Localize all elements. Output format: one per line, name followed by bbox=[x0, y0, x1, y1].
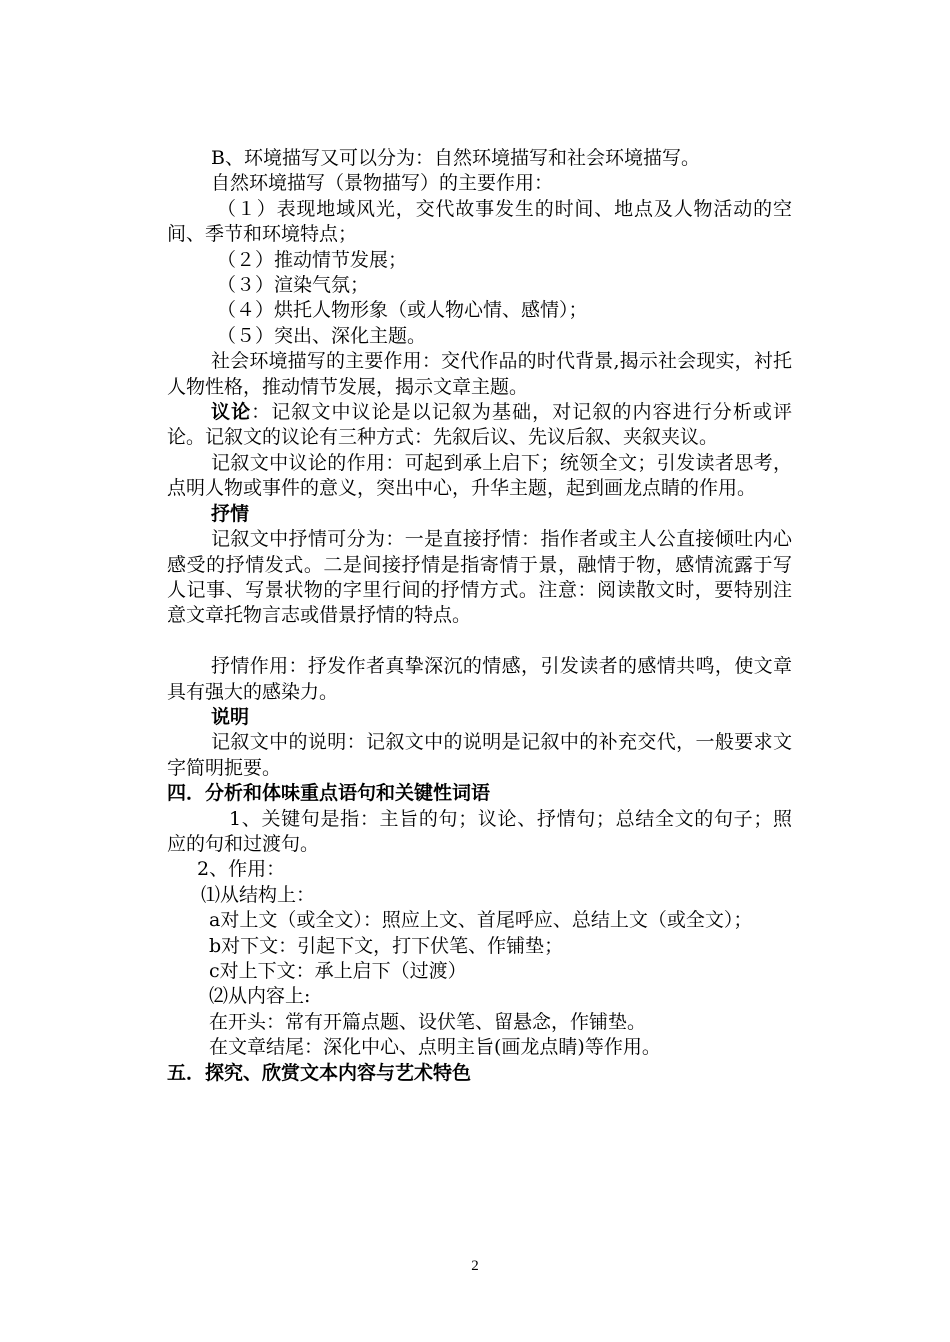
page-number: 2 bbox=[471, 1258, 479, 1274]
paragraph-lyric-function: 抒情作用：抒发作者真挚深沉的情感，引发读者的感情共鸣，使文章具有强大的感染力。 bbox=[167, 655, 792, 703]
list-item-3: （３）渲染气氛； bbox=[217, 274, 370, 297]
paragraph-lyric-types: 记叙文中抒情可分为：一是直接抒情：指作者或主人公直接倾吐内心感受的抒情发式。二是间接抒情是指寄情于景，融情于物，感情流露于写人记事、写景状物的字里行间的抒情方式。注意：阅读散文时，要特别注意文章托物言志或借景抒情的特点。 bbox=[167, 528, 792, 627]
discussion-text: ：记叙文中议论是以记叙为基础，对记叙的内容进行分析或评论。记叙文的议论有三种方式：先叙后议、先议后叙、夹叙夹议。 bbox=[167, 401, 792, 449]
paragraph-content-ending: 在文章结尾：深化中心、点明主旨(画龙点睛)等作用。 bbox=[209, 1036, 661, 1059]
section-heading-five: 五．探究、欣赏文本内容与艺术特色 bbox=[167, 1061, 472, 1084]
paragraph-content-opening: 在开头：常有开篇点题、设伏笔、留悬念，作铺垫。 bbox=[209, 1010, 647, 1033]
paragraph-content: ⑵从内容上: bbox=[209, 985, 311, 1008]
blank-line bbox=[167, 629, 792, 654]
paragraph-discussion-function: 记叙文中议论的作用：可起到承上启下；统领全文；引发读者思考，点明人物或事件的意义，突出中心，升华主题，起到画龙点睛的作用。 bbox=[167, 451, 792, 500]
document-body bbox=[167, 146, 792, 1086]
paragraph-natural-environment: 自然环境描写（景物描写）的主要作用： bbox=[211, 172, 554, 195]
list-item-2: （２）推动情节发展； bbox=[217, 248, 408, 271]
paragraph-function: 2、作用： bbox=[197, 858, 286, 881]
subheading-lyric: 抒情 bbox=[211, 502, 250, 525]
paragraph-structure-c: c对上下文：承上启下（过渡） bbox=[209, 959, 467, 982]
section-heading-four: 四．分析和体味重点语句和关键性词语 bbox=[167, 782, 491, 805]
paragraph-social-environment: 社会环境描写的主要作用：交代作品的时代背景,揭示社会现实，衬托人物性格，推动情节发展，揭示文章主题。 bbox=[167, 350, 792, 398]
list-item-5: （５）突出、深化主题。 bbox=[217, 324, 427, 347]
list-item-4: （４）烘托人物形象（或人物心情、感情）； bbox=[217, 299, 588, 322]
paragraph-structure-b: b对下文：引起下文，打下伏笔、作铺垫； bbox=[209, 934, 564, 957]
paragraph-environment-types: B、环境描写又可以分为：自然环境描写和社会环境描写。 bbox=[211, 147, 700, 169]
list-item-1: （１）表现地域风光，交代故事发生的时间、地点及人物活动的空间、季节和环境特点； bbox=[167, 197, 792, 246]
paragraph-structure-a: a对上文（或全文）：照应上文、首尾呼应、总结上文（或全文）； bbox=[209, 909, 753, 932]
discussion-label: 议论 bbox=[211, 401, 252, 424]
paragraph-structure: ⑴从结构上： bbox=[201, 883, 316, 906]
paragraph-discussion bbox=[167, 400, 792, 451]
paragraph-explanation: 记叙文中的说明：记叙文中的说明是记叙中的补充交代，一般要求文字简明扼要。 bbox=[167, 731, 792, 779]
subheading-explanation: 说明 bbox=[211, 705, 250, 728]
paragraph-key-sentences: 1、关键句是指：主旨的句；议论、抒情句；总结全文的句子；照应的句和过渡句。 bbox=[167, 807, 792, 855]
